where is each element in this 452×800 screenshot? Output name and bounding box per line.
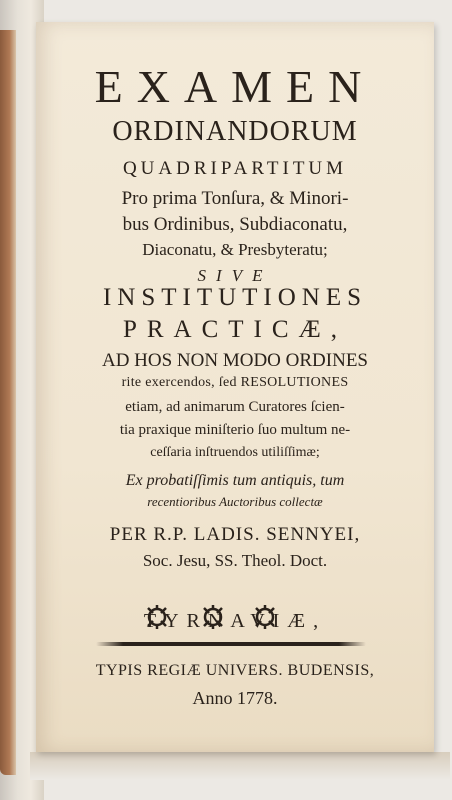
title-practicae: PRACTICÆ,	[122, 316, 348, 343]
subtitle-line-1: Pro prima Tonſura, & Minori-	[121, 188, 349, 209]
title-examen: EXAMEN	[94, 61, 376, 112]
body-line-4: ceſſaria inſtruendos utiliſſimæ;	[150, 445, 320, 460]
body-line-1: rite exercendos, ſed RESOLUTIONES	[121, 375, 349, 390]
author-affiliation: Soc. Jesu, SS. Theol. Doct.	[142, 551, 328, 570]
book-cover-edge	[0, 30, 16, 775]
italic-line-1: Ex probatiſſimis tum antiquis, tum	[125, 472, 345, 489]
page-shadow	[30, 752, 450, 780]
author-line: PER R.P. LADIS. SENNYEI,	[109, 524, 361, 545]
title-quadripartitum: QUADRIPARTITUM	[122, 158, 348, 179]
divider-rule	[96, 642, 366, 646]
title-institutiones: INSTITUTIONES	[102, 284, 368, 311]
place-tyrnaviae: TYRNAVIÆ,	[143, 610, 327, 632]
body-line-3: tia praxique miniſterio ſuo multum ne-	[119, 422, 351, 438]
year-line: Anno 1778.	[192, 688, 278, 708]
title-sive: SIVE	[197, 266, 273, 285]
title-page	[36, 22, 434, 752]
printer-line: TYPIS REGIÆ UNIVERS. BUDENSIS,	[95, 662, 375, 679]
italic-line-2: recentioribus Auctoribus collectæ	[147, 494, 323, 509]
subtitle-line-2: bus Ordinibus, Subdiaconatu,	[122, 214, 348, 235]
subtitle-line-3: Diaconatu, & Presbyteratu;	[142, 240, 328, 259]
title-ordinandorum: ORDINANDORUM	[112, 116, 358, 147]
body-line-2: etiam, ad animarum Curatores ſcien-	[125, 399, 345, 415]
subtitle-ad-hos: AD HOS NON MODO ORDINES	[101, 350, 368, 371]
